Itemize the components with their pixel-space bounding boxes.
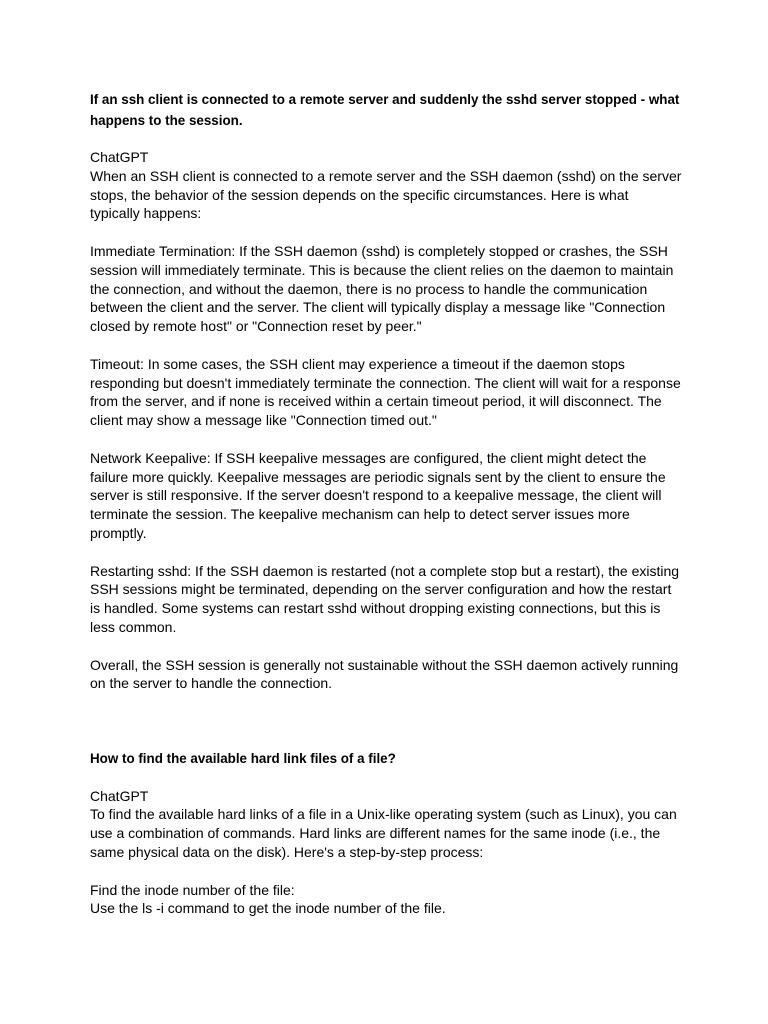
answer-block-1 — [90, 148, 682, 223]
author-label-1: ChatGPT — [90, 149, 149, 165]
answer-paragraph-timeout: Timeout: In some cases, the SSH client may experience a timeout if the daemon stops responding but doesn't immediately terminate the connection. The client will wait for a response from the server, and if none is received within a certain timeout period, it will disconnect. The client may show a message like "Connection timed out." — [90, 355, 681, 429]
question-heading-2: How to find the available hard link files of a file? — [90, 751, 396, 767]
answer-paragraph-restarting-sshd: Restarting sshd: If the SSH daemon is restarted (not a complete stop but a restart), the existing SSH sessions might be terminated, depending on the server configuration and how the restart is handled. Some systems can restart sshd without dropping existing connections, but this is less common. — [90, 562, 680, 635]
question-heading-1: If an ssh client is connected to a remote server and suddenly the sshd server stopped - what happens to the session. — [90, 92, 680, 128]
answer-paragraph-network-keepalive: Network Keepalive: If SSH keepalive messages are configured, the client might detect the failure more quickly. Keepalive messages are periodic signals sent by the client to ensure the server is still responsive. If the server doesn't respond to a keepalive message, the client will terminate the session. The keepalive mechanism can help to detect server issues more promptly. — [90, 449, 666, 541]
step-block — [90, 881, 682, 919]
answer-paragraph-immediate-termination: Immediate Termination: If the SSH daemon (sshd) is completely stopped or crashes, the SSH session will immediately terminate. This is because the client relies on the daemon to maintain the connection, and without the daemon, there is no process to handle the communication between the client and the server. The client will typically display a message like "Connection closed by remote host" or "Connection reset by peer." — [90, 242, 674, 335]
answer-intro-2: To find the available hard links of a file in a Unix-like operating system (such as Linux), you can use a combination of commands. Hard links are different names for the same inode (i.e., the same physical data on the disk). Here's a step-by-step process: — [90, 806, 677, 860]
document-page — [90, 90, 682, 937]
step-text: Use the ls -i command to get the inode number of the file. — [90, 900, 446, 917]
author-label-2: ChatGPT — [90, 787, 149, 804]
answer-paragraph-overall: Overall, the SSH session is generally not sustainable without the SSH daemon actively running on the server to handle the connection. — [90, 656, 679, 692]
answer-block-2 — [90, 787, 682, 862]
answer-intro-1: When an SSH client is connected to a remote server and the SSH daemon (sshd) on the server stops, the behavior of the session depends on the specific circumstances. Here is what typically happens: — [90, 167, 682, 222]
step-title: Find the inode number of the file: — [90, 881, 295, 898]
